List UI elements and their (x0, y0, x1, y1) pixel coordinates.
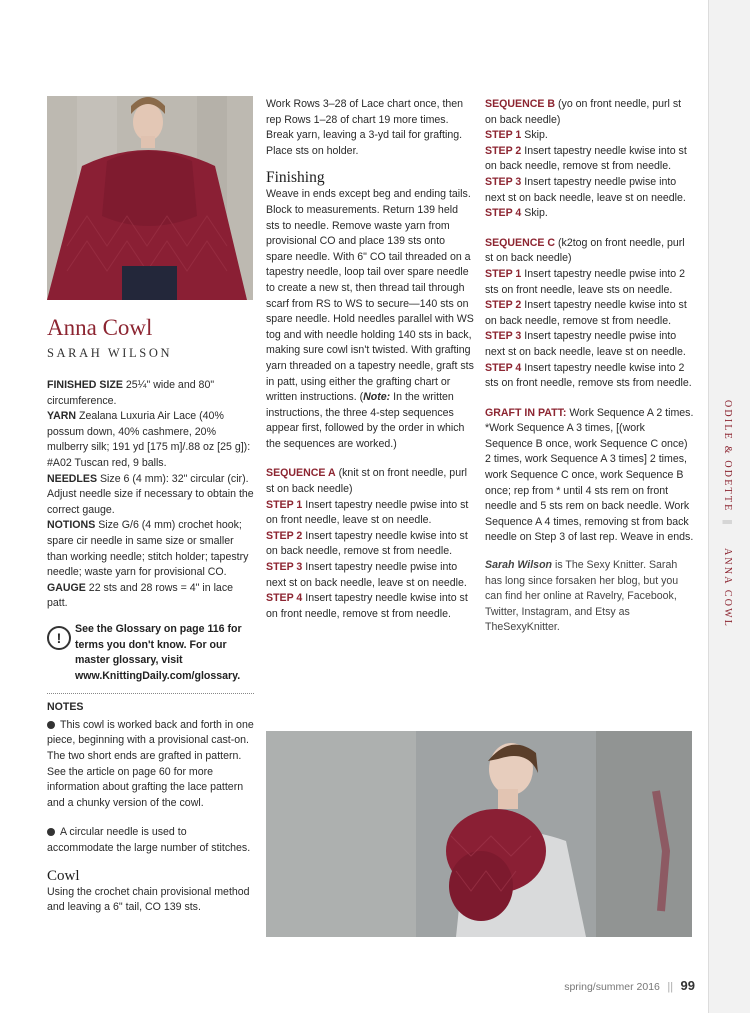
glossary-text: See the Glossary on page 116 for terms you don't know. For our master glossary, visit www.KnittingDaily.com/glossary. (75, 622, 242, 682)
bullet-icon (47, 828, 55, 836)
glossary-callout (47, 622, 254, 684)
divider (47, 693, 254, 694)
sequence-c-step-4: STEP 4 Insert tapestry needle kwise into 2 sts on front needle, remove sts from needle. (485, 361, 692, 390)
sequence-c-heading: SEQUENCE C (k2tog on front needle, purl st on back needle) (485, 236, 685, 265)
specs-column (47, 378, 254, 916)
side-separator: || (722, 520, 733, 525)
model-photo-bottom-art (266, 731, 692, 937)
specs-list (47, 378, 254, 612)
sequence-b-step-2: STEP 2 Insert tapestry needle kwise into st on back needle, remove st from needle. (485, 144, 687, 173)
sequence-b-step-1: STEP 1 Skip. (485, 129, 548, 142)
spec-3: NEEDLES Size 6 (4 mm): 32" circular (cir). Adjust needle size if necessary to obtain the correct gauge. (47, 472, 254, 516)
side-label-top: ODILE & ODETTE (722, 400, 733, 513)
sequence-c-step-2: STEP 2 Insert tapestry needle kwise into st on back needle, remove st from needle. (485, 299, 687, 327)
sequence-a-step-3: STEP 3 Insert tapestry needle pwise into next st on back needle, leave st on needle. (266, 561, 467, 589)
sequence-b-step-4: STEP 4 Skip. (485, 207, 548, 220)
side-label-bottom: ANNA COWL (722, 548, 733, 629)
sequence-a-step-4: STEP 4 Insert tapestry needle kwise into st on front needle, remove st from needle. (266, 592, 468, 620)
model-photo-bottom (266, 731, 692, 937)
pattern-title: Anna Cowl (47, 315, 153, 340)
issue-label: spring/summer 2016 (564, 981, 660, 993)
sequence-a-steps (266, 498, 474, 623)
spec-2: YARN Zealana Luxuria Air Lace (40% possum down, 40% cashmere, 20% mulberry silk; 191 yd [175 m]/.88 oz [25 g]): #A02 Tuscan red, 9 balls. (47, 410, 251, 469)
spec-5: GAUGE 22 sts and 28 rows = 4" in lace patt. (47, 581, 234, 610)
lace-intro: Work Rows 3–28 of Lace chart once, then rep Rows 1–28 of chart 19 more times. Break yarn, leaving a 3-yd tail for grafting. Place sts on holder. (266, 98, 464, 157)
sequence-c-steps (485, 267, 694, 392)
notes-heading: NOTES (47, 701, 84, 714)
sequence-b-heading: SEQUENCE B (yo on front needle, purl st on back needle) (485, 98, 682, 126)
model-photo-top-art (47, 96, 253, 300)
side-tab (708, 0, 750, 1013)
sequence-b-step-3: STEP 3 Insert tapestry needle pwise into next st on back needle, leave st on needle. (485, 175, 686, 204)
sequence-a-step-2: STEP 2 Insert tapestry needle kwise into st on back needle, remove st from needle. (266, 529, 468, 558)
page-footer (530, 977, 695, 995)
sequences-column (485, 97, 694, 636)
sequence-c-step-1: STEP 1 Insert tapestry needle pwise into 2 sts on front needle, leave sts on needle. (485, 267, 686, 296)
instructions-column (266, 97, 474, 622)
alert-icon: ! (47, 626, 71, 650)
note-2: A circular needle is used to accommodate the large number of stitches. (47, 826, 251, 855)
finishing-text: Weave in ends except beg and ending tails. Block to measurements. Return 139 held sts to needle. Remove waste yarn from provisional CO and place 139 sts onto spare needle. With 6" CO tail threaded on a tapestry needle, loop tail over spare needle to create a new st, then thread tail through scarf from RS to WS to secure—140 sts on spare needle. Hold needles parallel with WS tog and with needle holding 140 sts in back, making sure cowl isn't twisted. With grafting yarn threaded on a tapestry needle, graft sts in patt, using either the grafting chart or written instructions. (Note: In the written instructions, the three 4-step sequences appear first, followed by the order in which the sequences are worked.) (266, 188, 474, 450)
note-1: This cowl is worked back and forth in one piece, beginning with a provisional cast-on. The two short ends are grafted in pattern. See the article on page 60 for more information about grafting the lace pattern and a chunky version of the cowl. (47, 718, 254, 809)
sequence-a-step-1: STEP 1 Insert tapestry needle pwise into st on front needle, leave st on needle. (266, 498, 469, 527)
model-photo-top (47, 96, 253, 300)
finishing-heading: Finishing (266, 169, 325, 187)
sequence-b-steps (485, 128, 694, 222)
cowl-text: Using the crochet chain provisional method and leaving a 6" tail, CO 139 sts. (47, 885, 250, 914)
cowl-heading: Cowl (47, 867, 80, 884)
sequence-c-step-3: STEP 3 Insert tapestry needle pwise into next st on back needle, leave st on needle. (485, 330, 686, 358)
notes-list (47, 718, 254, 857)
spec-4: NOTIONS Size G/6 (4 mm) crochet hook; spare cir needle in same size or smaller than working needle; stitch holder; tapestry needle; waste yarn for provisional CO. (47, 519, 249, 579)
page-number: 99 (680, 978, 695, 993)
bullet-icon (47, 721, 55, 729)
pattern-author: SARAH WILSON (47, 346, 173, 360)
graft-instructions: GRAFT IN PATT: Work Sequence A 2 times. *Work Sequence A 3 times, [(work Sequence B once, work Sequence C once) 2 times, work Sequence A 3 times] 2 times, work Sequence C once, work Sequence B once; rep from * until 4 sts rem on front needle and 5 sts rem on back needle. Work Sequence A 4 times, removing st from back needle on Step 3 of last rep. Weave in ends. (485, 406, 694, 544)
footer-separator: || (667, 981, 674, 993)
sequence-a-heading: SEQUENCE A (knit st on front needle, purl st on back needle) (266, 467, 467, 496)
spec-1: FINISHED SIZE 25¼" wide and 80" circumference. (47, 379, 215, 407)
designer-bio: Sarah Wilson is The Sexy Knitter. Sarah has long since forsaken her blog, but you can find her online at Ravelry, Facebook, Twitter, Instagram, and Etsy as TheSexyKnitter. (485, 559, 679, 634)
